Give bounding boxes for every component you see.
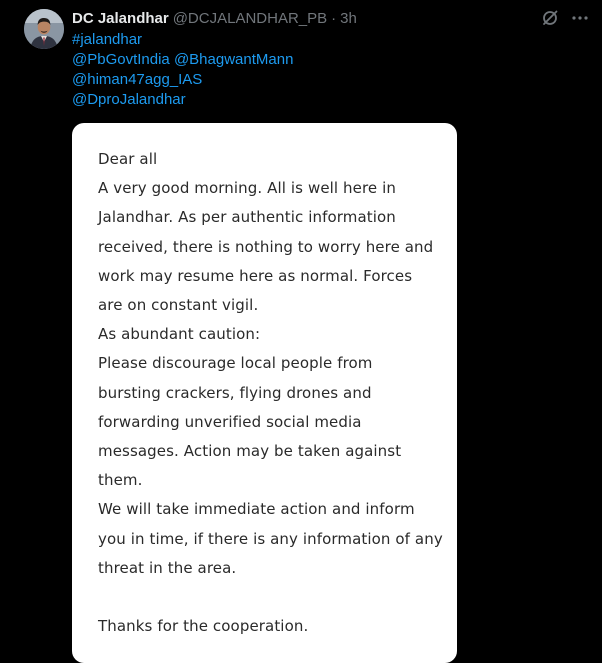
grok-slash-icon[interactable] — [540, 8, 560, 28]
note-text — [98, 145, 443, 641]
tweet-header — [72, 8, 357, 28]
mention-links[interactable]: @PbGovtIndia @BhagwantMann — [72, 51, 294, 68]
hashtag-link[interactable]: #jalandhar — [72, 31, 143, 48]
note-line: A very good morning. All is well here in — [98, 179, 397, 198]
note-line: Dear all — [98, 150, 158, 168]
tweet-image[interactable] — [72, 123, 457, 663]
note-line: messages. Action may be taken against — [98, 442, 402, 461]
note-line: Thanks for the cooperation. — [98, 617, 309, 636]
note-line: work may resume here as normal. Forces — [98, 266, 413, 285]
note-line: bursting crackers, flying drones and — [98, 383, 372, 402]
tweet-timestamp[interactable]: 3h — [340, 9, 357, 27]
note-line: As abundant caution: — [98, 325, 261, 344]
avatar-portrait-icon — [24, 9, 64, 49]
mention-link[interactable]: @himan47agg_IAS — [72, 71, 203, 88]
mention-link[interactable]: @DproJalandhar — [72, 91, 186, 108]
avatar[interactable] — [24, 9, 64, 49]
note-line: are on constant vigil. — [98, 296, 259, 315]
note-blank-line — [98, 583, 443, 612]
note-line: forwarding unverified social media — [98, 412, 362, 431]
note-line: Jalandhar. As per authentic information — [98, 208, 396, 227]
author-display-name[interactable]: DC Jalandhar — [72, 9, 169, 27]
more-dots-icon[interactable] — [570, 8, 590, 28]
note-line: We will take immediate action and inform — [98, 500, 415, 519]
note-line: you in time, if there is any information of any — [98, 529, 443, 548]
header-separator: · — [331, 9, 337, 27]
note-line: Please discourage local people from — [98, 354, 373, 373]
tweet-text — [72, 30, 572, 110]
tweet-actions-top — [540, 8, 590, 28]
note-line: them. — [98, 471, 143, 490]
note-line: received, there is nothing to worry here and — [98, 237, 434, 256]
author-handle[interactable]: @DCJALANDHAR_PB — [172, 9, 328, 27]
note-line: threat in the area. — [98, 558, 237, 577]
